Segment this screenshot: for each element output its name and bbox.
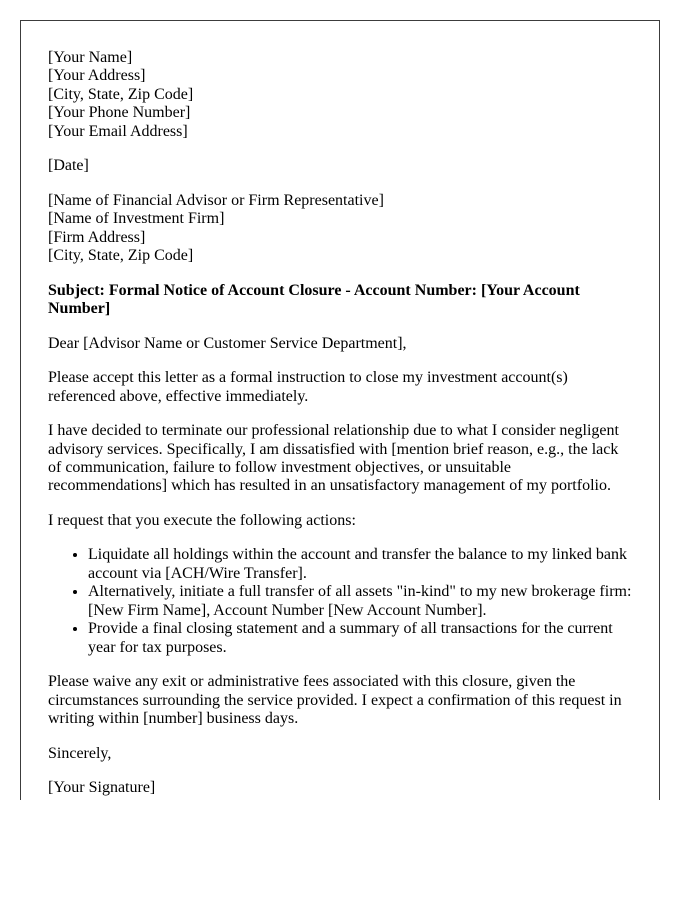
- paragraph-intro: Please accept this letter as a formal instruction to close my investment account(s) referenced above, effective immediately.: [48, 369, 568, 405]
- sender-email: [Your Email Address]: [48, 122, 188, 140]
- action-item-transfer-in-kind: • Alternatively, initiate a full transfer of all assets "in-kind" to my new brokerage firm: [New Firm Name], Account Number [New Account Number].: [88, 583, 633, 620]
- date-line: [Date]: [48, 157, 89, 175]
- action-items-list: [48, 546, 633, 657]
- paragraph-reason: I have decided to terminate our professional relationship due to what I consider negligent advisory services. Specifically, I am dissatisfied with [mention brief reason, e.g., the lack of communication, failure to follow investment objectives, or unsuitable recommendations] which has resulted in an unsatisfactory management of my portfolio.: [48, 422, 619, 495]
- sender-address: [Your Address]: [48, 67, 146, 85]
- recipient-firm: [Name of Investment Firm]: [48, 210, 225, 228]
- paragraph-request-lead: I request that you execute the following actions:: [48, 511, 356, 529]
- recipient-name: [Name of Financial Advisor or Firm Representative]: [48, 191, 384, 209]
- paragraph-fees: Please waive any exit or administrative fees associated with this closure, given the circumstances surrounding the service provided. I expect a confirmation of this request in writing within [number] business days.: [48, 673, 622, 728]
- sender-address-block: [48, 49, 633, 141]
- recipient-firm-address: [Firm Address]: [48, 228, 146, 246]
- signature-line: [Your Signature]: [48, 779, 156, 797]
- recipient-address-block: [48, 192, 633, 266]
- sender-phone: [Your Phone Number]: [48, 104, 191, 122]
- sender-city-state-zip: [City, State, Zip Code]: [48, 85, 194, 103]
- action-item-liquidate: • Liquidate all holdings within the account and transfer the balance to my linked bank account via [ACH/Wire Transfer].: [88, 546, 633, 583]
- salutation-line: Dear [Advisor Name or Customer Service Department],: [48, 334, 407, 352]
- recipient-city-state-zip: [City, State, Zip Code]: [48, 247, 194, 265]
- letter-page: [20, 20, 660, 800]
- action-item-closing-statement: • Provide a final closing statement and a summary of all transactions for the current year for tax purposes.: [88, 620, 633, 657]
- closing-line: Sincerely,: [48, 744, 112, 762]
- sender-name: [Your Name]: [48, 49, 133, 66]
- subject-line: Subject: Formal Notice of Account Closure - Account Number: [Your Account Number]: [48, 281, 580, 318]
